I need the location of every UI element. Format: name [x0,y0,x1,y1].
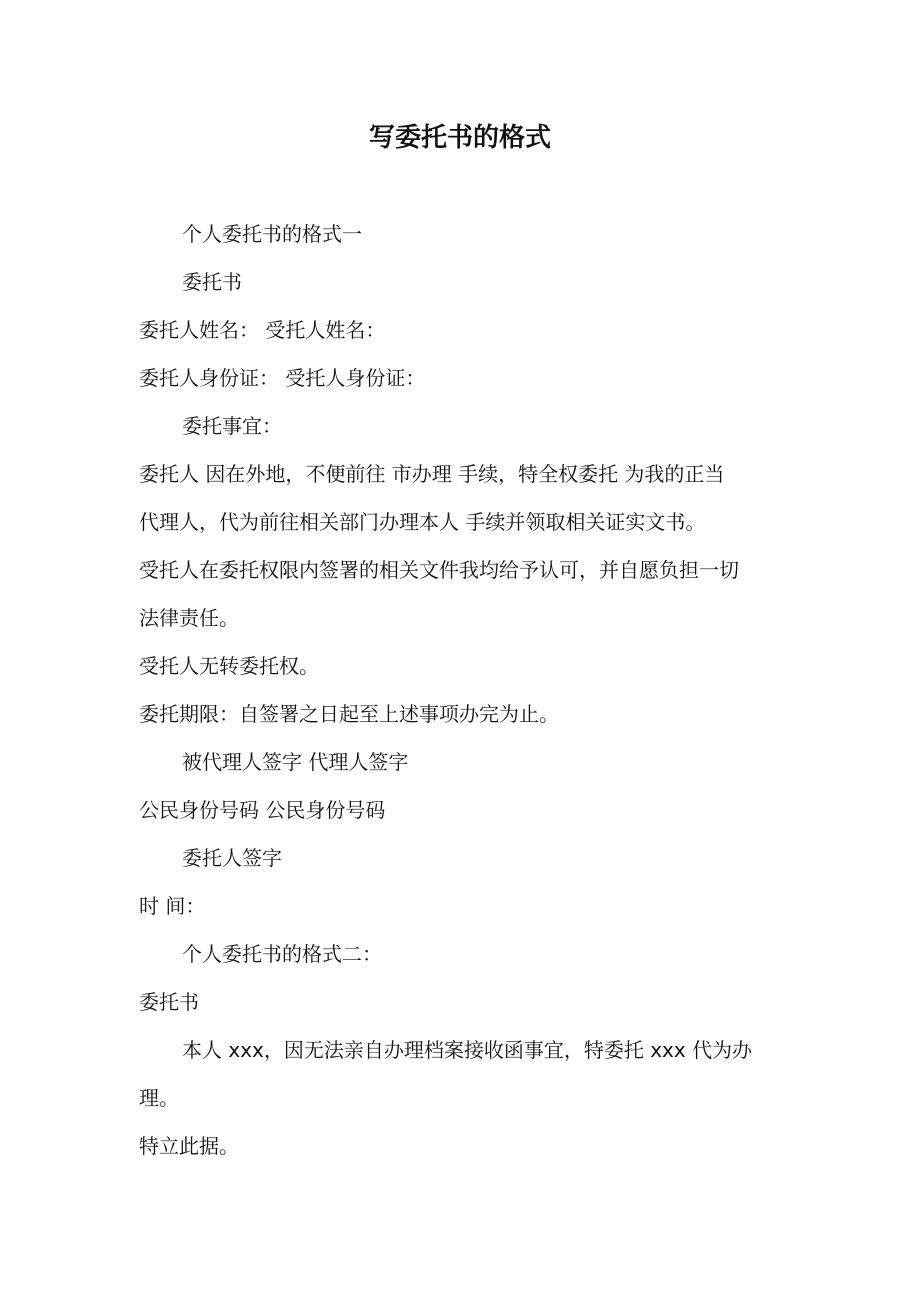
paragraph-line: 委托人 因在外地，不便前往 市办理 手续，特全权委托 为我的正当 [139,462,725,486]
paragraph-line: 受托人无转委托权。 [139,654,319,678]
name-fields: 委托人姓名： 受托人姓名： [139,318,386,342]
closing-line: 特立此据。 [139,1134,239,1158]
paragraph-line: 法律责任。 [139,606,239,630]
principal-signature-label: 委托人签字 [182,846,282,870]
paragraph-line: 代理人，代为前往相关部门办理本人 手续并领取相关证实文书。 [139,510,706,534]
paragraph-line: 理。 [139,1086,179,1110]
letter-heading-two: 委托书 [139,990,199,1014]
document-title: 写委托书的格式 [368,123,551,153]
document-body [139,210,784,1170]
matter-heading: 委托事宜： [182,414,282,438]
paragraph-line: 受托人在委托权限内签署的相关文件我均给予认可，并自愿负担一切 [139,558,739,582]
id-fields: 委托人身份证： 受托人身份证： [139,366,426,390]
section-heading-format-two: 个人委托书的格式二： [182,942,382,966]
paragraph-line: 本人 xxx，因无法亲自办理档案接收函事宜，特委托 xxx 代为办 [182,1038,753,1062]
period-line: 委托期限：自签署之日起至上述事项办完为止。 [139,702,559,726]
id-number-labels: 公民身份号码 公民身份号码 [139,798,386,822]
signature-labels: 被代理人签字 代理人签字 [182,750,409,774]
date-label: 时 间： [139,894,206,918]
section-heading-format-one: 个人委托书的格式一 [182,222,362,246]
letter-heading: 委托书 [182,270,242,294]
